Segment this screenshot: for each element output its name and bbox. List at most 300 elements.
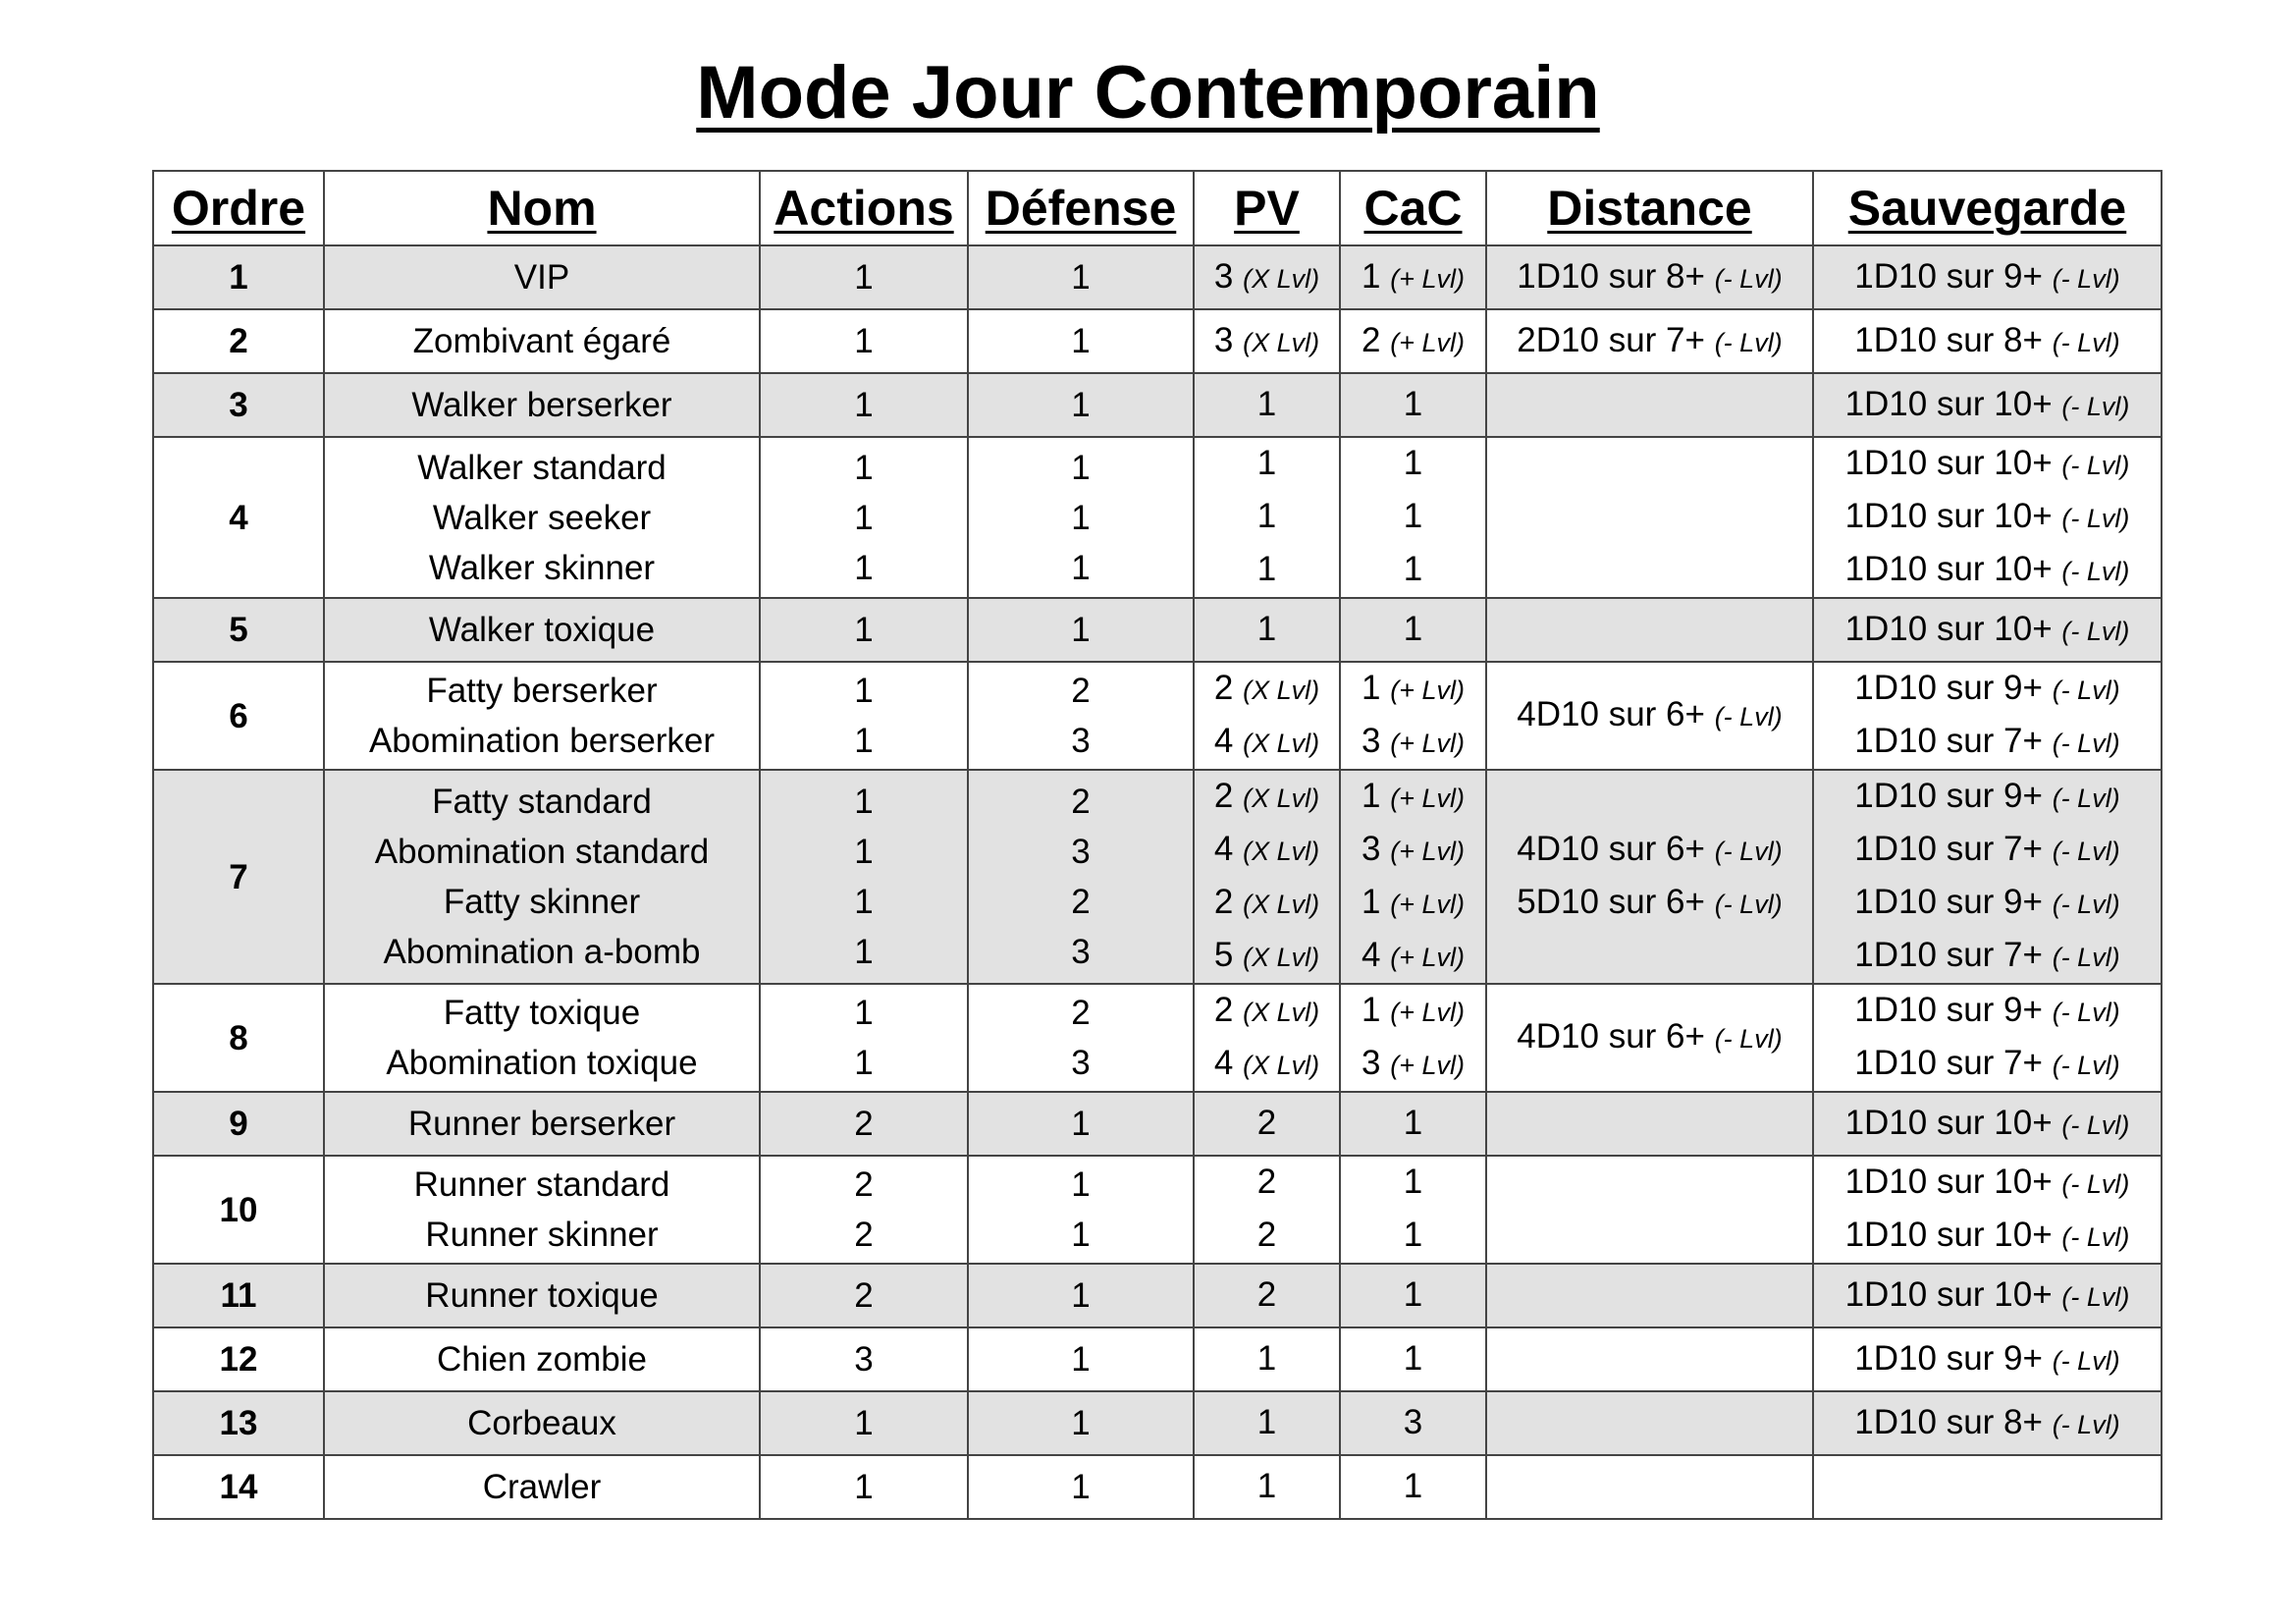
cell-ordre: 9 <box>153 1092 324 1156</box>
pv-line <box>1195 491 1339 544</box>
pv-line <box>1195 771 1339 824</box>
nom-value: Abomination a-bomb <box>383 933 701 971</box>
nom-value: Runner skinner <box>425 1216 659 1254</box>
actions-line <box>761 1462 967 1512</box>
cac-line <box>1341 877 1485 930</box>
nom-line <box>325 1038 759 1088</box>
sauvegarde-value: 1D10 sur 9+ <box>1854 777 2043 815</box>
sauvegarde-unit: (- Lvl) <box>2061 451 2130 480</box>
pv-value: 2 <box>1213 991 1234 1029</box>
defense-value: 1 <box>1071 1276 1091 1315</box>
cell-actions <box>760 984 968 1092</box>
sauvegarde-unit: (- Lvl) <box>2052 1051 2120 1080</box>
pv-line <box>1195 1098 1339 1151</box>
table-row <box>153 1264 2162 1327</box>
nom-line <box>325 777 759 827</box>
sauvegarde-unit: (- Lvl) <box>2052 784 2120 813</box>
actions-value: 1 <box>854 1404 874 1442</box>
actions-line <box>761 1271 967 1321</box>
cell-actions <box>760 373 968 437</box>
cell-nom <box>324 245 760 309</box>
cac-line <box>1341 1397 1485 1450</box>
table-row <box>153 662 2162 770</box>
cac-value: 1 <box>1403 1163 1423 1201</box>
cell-distance <box>1486 1264 1813 1327</box>
pv-line <box>1195 438 1339 491</box>
cell-defense <box>968 1455 1194 1519</box>
cell-cac <box>1340 598 1486 662</box>
cell-actions <box>760 437 968 598</box>
sauvegarde-value: 1D10 sur 10+ <box>1844 497 2053 535</box>
pv-line <box>1195 1038 1339 1091</box>
cell-pv <box>1194 245 1340 309</box>
sauvegarde-line <box>1814 1098 2161 1151</box>
cac-unit: (+ Lvl) <box>1390 784 1465 813</box>
sauvegarde-unit: (- Lvl) <box>2052 1345 2120 1376</box>
nom-line <box>325 1210 759 1260</box>
cell-nom <box>324 662 760 770</box>
sauvegarde-value: 1D10 sur 10+ <box>1844 1163 2053 1201</box>
cell-ordre: 1 <box>153 245 324 309</box>
pv-value: 1 <box>1256 1402 1277 1441</box>
pv-value: 5 <box>1213 936 1234 974</box>
pv-value: 1 <box>1256 609 1277 648</box>
actions-value: 1 <box>854 933 874 971</box>
cell-ordre: 10 <box>153 1156 324 1264</box>
pv-unit: (X Lvl) <box>1243 943 1320 972</box>
actions-line <box>761 927 967 977</box>
sauvegarde-value: 1D10 sur 9+ <box>1854 669 2043 707</box>
sauvegarde-line <box>1814 379 2161 432</box>
sauvegarde-unit: (- Lvl) <box>2061 557 2130 586</box>
defense-value: 1 <box>1071 386 1091 424</box>
defense-line <box>969 1210 1193 1260</box>
nom-line <box>325 988 759 1038</box>
cell-defense <box>968 984 1194 1092</box>
cac-line <box>1341 438 1485 491</box>
cell-pv <box>1194 309 1340 373</box>
pv-unit: (X Lvl) <box>1243 998 1320 1027</box>
cell-sauvegarde <box>1813 1156 2162 1264</box>
defense-value: 1 <box>1071 1468 1091 1506</box>
actions-line <box>761 1398 967 1448</box>
sauvegarde-unit: (- Lvl) <box>2061 1222 2130 1252</box>
nom-value: Walker seeker <box>432 498 652 537</box>
table-row <box>153 437 2162 598</box>
cell-actions <box>760 1455 968 1519</box>
cac-line <box>1341 251 1485 304</box>
nom-line <box>325 316 759 366</box>
sauvegarde-line <box>1814 985 2161 1038</box>
pv-value: 2 <box>1256 1103 1277 1142</box>
cac-unit: (+ Lvl) <box>1390 676 1465 705</box>
distance-line <box>1487 877 1812 930</box>
cell-cac <box>1340 1391 1486 1455</box>
cell-sauvegarde <box>1813 1092 2162 1156</box>
sauvegarde-line <box>1814 1333 2161 1386</box>
cell-distance <box>1486 245 1813 309</box>
pv-value: 1 <box>1256 497 1277 535</box>
cell-pv <box>1194 662 1340 770</box>
cell-nom <box>324 984 760 1092</box>
defense-value: 1 <box>1071 1216 1091 1254</box>
nom-value: Fatty toxique <box>443 994 641 1032</box>
cell-nom <box>324 1156 760 1264</box>
pv-line <box>1195 1270 1339 1323</box>
cell-sauvegarde <box>1813 373 2162 437</box>
defense-line <box>969 1334 1193 1384</box>
defense-value: 1 <box>1071 548 1091 587</box>
cell-cac <box>1340 1455 1486 1519</box>
sauvegarde-line <box>1814 1270 2161 1323</box>
sauvegarde-value: 1D10 sur 9+ <box>1854 1338 2043 1378</box>
pv-line <box>1195 379 1339 432</box>
actions-line <box>761 605 967 655</box>
sauvegarde-value: 1D10 sur 10+ <box>1844 1103 2053 1142</box>
defense-line <box>969 1038 1193 1088</box>
nom-line <box>325 666 759 716</box>
nom-value: Fatty standard <box>432 783 652 821</box>
nom-line <box>325 493 759 543</box>
sauvegarde-value: 1D10 sur 10+ <box>1844 1216 2053 1254</box>
pv-value: 1 <box>1256 384 1277 423</box>
actions-value: 1 <box>854 994 874 1032</box>
cell-actions <box>760 309 968 373</box>
distance-line <box>1487 251 1812 304</box>
cac-line <box>1341 1157 1485 1210</box>
pv-value: 1 <box>1256 550 1277 588</box>
cac-value: 3 <box>1362 722 1381 760</box>
sauvegarde-line <box>1814 716 2161 769</box>
nom-value: Walker berserker <box>411 386 672 424</box>
table-row <box>153 1455 2162 1519</box>
sauvegarde-value: 1D10 sur 7+ <box>1854 722 2043 760</box>
nom-line <box>325 252 759 302</box>
cell-distance <box>1486 309 1813 373</box>
sauvegarde-unit: (- Lvl) <box>2052 327 2120 357</box>
actions-value: 2 <box>854 1105 874 1143</box>
pv-value: 4 <box>1213 1044 1234 1082</box>
cell-cac <box>1340 662 1486 770</box>
cell-defense <box>968 1092 1194 1156</box>
actions-line <box>761 316 967 366</box>
cell-sauvegarde <box>1813 309 2162 373</box>
pv-value: 3 <box>1213 320 1234 359</box>
pv-value: 2 <box>1256 1163 1277 1201</box>
cell-distance <box>1486 984 1813 1092</box>
sauvegarde-unit: (- Lvl) <box>2052 263 2120 294</box>
cell-ordre: 2 <box>153 309 324 373</box>
defense-value: 1 <box>1071 498 1091 537</box>
distance-value: 1D10 sur 8+ <box>1517 256 1705 296</box>
nom-value: Runner berserker <box>407 1105 676 1143</box>
sauvegarde-line <box>1814 877 2161 930</box>
nom-line <box>325 605 759 655</box>
cell-ordre: 12 <box>153 1327 324 1391</box>
nom-value: Chien zombie <box>437 1340 647 1379</box>
actions-value: 1 <box>854 883 874 921</box>
cell-nom <box>324 1455 760 1519</box>
defense-line <box>969 1462 1193 1512</box>
cell-sauvegarde <box>1813 1327 2162 1391</box>
nom-line <box>325 543 759 593</box>
sauvegarde-line <box>1814 438 2161 491</box>
pv-line <box>1195 663 1339 716</box>
cell-actions <box>760 598 968 662</box>
actions-line <box>761 1160 967 1210</box>
cell-nom <box>324 1092 760 1156</box>
sauvegarde-line <box>1814 251 2161 304</box>
sauvegarde-line <box>1814 491 2161 544</box>
defense-value: 1 <box>1071 1404 1091 1442</box>
defense-line <box>969 493 1193 543</box>
cell-nom <box>324 1264 760 1327</box>
nom-value: Runner toxique <box>425 1276 659 1315</box>
cac-value: 3 <box>1403 1402 1423 1441</box>
sauvegarde-value: 1D10 sur 8+ <box>1854 1402 2043 1441</box>
distance-unit: (- Lvl) <box>1714 890 1783 919</box>
actions-value: 1 <box>854 386 874 424</box>
nom-value: VIP <box>513 258 570 297</box>
cell-pv <box>1194 1092 1340 1156</box>
cell-ordre: 3 <box>153 373 324 437</box>
cac-line <box>1341 663 1485 716</box>
nom-value: Runner standard <box>413 1165 670 1204</box>
defense-line <box>969 252 1193 302</box>
sauvegarde-value: 1D10 sur 10+ <box>1844 1274 2053 1314</box>
actions-value: 1 <box>854 722 874 760</box>
cell-pv <box>1194 437 1340 598</box>
cell-distance <box>1486 770 1813 984</box>
defense-value: 1 <box>1071 1105 1091 1143</box>
cac-value: 1 <box>1403 1103 1423 1142</box>
actions-line <box>761 1038 967 1088</box>
actions-value: 3 <box>854 1340 874 1379</box>
cell-nom <box>324 373 760 437</box>
actions-value: 2 <box>854 1165 874 1204</box>
defense-line <box>969 777 1193 827</box>
cac-value: 1 <box>1362 883 1381 921</box>
cell-distance <box>1486 598 1813 662</box>
cell-actions <box>760 662 968 770</box>
cell-sauvegarde <box>1813 1455 2162 1519</box>
pv-value: 2 <box>1256 1274 1277 1314</box>
table-row <box>153 1391 2162 1455</box>
cell-pv <box>1194 373 1340 437</box>
cac-value: 1 <box>1403 497 1423 535</box>
defense-value: 1 <box>1071 611 1091 649</box>
defense-value: 1 <box>1071 258 1091 297</box>
cell-ordre: 8 <box>153 984 324 1092</box>
cell-actions <box>760 245 968 309</box>
cac-unit: (+ Lvl) <box>1390 943 1465 972</box>
cell-distance <box>1486 1391 1813 1455</box>
pv-value: 4 <box>1213 722 1234 760</box>
pv-line <box>1195 1397 1339 1450</box>
nom-value: Walker skinner <box>428 548 656 587</box>
cac-unit: (+ Lvl) <box>1390 890 1465 919</box>
cell-cac <box>1340 1156 1486 1264</box>
sauvegarde-value: 1D10 sur 10+ <box>1844 550 2053 588</box>
cac-line <box>1341 771 1485 824</box>
cell-actions <box>760 770 968 984</box>
sauvegarde-unit: (- Lvl) <box>2052 1409 2120 1439</box>
cell-distance <box>1486 1455 1813 1519</box>
defense-line <box>969 716 1193 766</box>
table-row <box>153 309 2162 373</box>
stats-table <box>152 170 2163 1520</box>
cell-nom <box>324 1327 760 1391</box>
defense-value: 3 <box>1071 722 1091 760</box>
pv-line <box>1195 315 1339 368</box>
defense-value: 1 <box>1071 322 1091 360</box>
actions-line <box>761 443 967 493</box>
sauvegarde-unit: (- Lvl) <box>2052 998 2120 1027</box>
pv-value: 2 <box>1213 669 1234 707</box>
defense-line <box>969 827 1193 877</box>
pv-line <box>1195 1210 1339 1263</box>
header-defense: Défense <box>968 171 1194 245</box>
cell-sauvegarde <box>1813 984 2162 1092</box>
nom-value: Abomination toxique <box>386 1044 698 1082</box>
defense-line <box>969 666 1193 716</box>
cell-ordre: 14 <box>153 1455 324 1519</box>
sauvegarde-unit: (- Lvl) <box>2052 943 2120 972</box>
actions-line <box>761 1334 967 1384</box>
distance-unit: (- Lvl) <box>1714 837 1783 866</box>
defense-line <box>969 1160 1193 1210</box>
cell-defense <box>968 770 1194 984</box>
cell-defense <box>968 1327 1194 1391</box>
cac-line <box>1341 491 1485 544</box>
pv-value: 1 <box>1256 444 1277 482</box>
nom-value: Abomination standard <box>374 833 710 871</box>
actions-value: 2 <box>854 1216 874 1254</box>
cell-nom <box>324 309 760 373</box>
cell-sauvegarde <box>1813 1391 2162 1455</box>
table-row <box>153 1327 2162 1391</box>
cell-pv <box>1194 1455 1340 1519</box>
table-row <box>153 598 2162 662</box>
cac-line <box>1341 824 1485 877</box>
cell-cac <box>1340 984 1486 1092</box>
actions-value: 1 <box>854 672 874 710</box>
actions-line <box>761 493 967 543</box>
cac-value: 3 <box>1362 830 1381 868</box>
actions-line <box>761 380 967 430</box>
cac-value: 1 <box>1403 1216 1423 1254</box>
distance-value: 4D10 sur 6+ <box>1517 830 1705 868</box>
sauvegarde-value: 1D10 sur 9+ <box>1854 883 2043 921</box>
cell-defense <box>968 309 1194 373</box>
actions-value: 1 <box>854 448 874 487</box>
nom-line <box>325 927 759 977</box>
cac-line <box>1341 1098 1485 1151</box>
sauvegarde-value: 1D10 sur 9+ <box>1854 256 2043 296</box>
actions-value: 1 <box>854 611 874 649</box>
cell-pv <box>1194 984 1340 1092</box>
pv-line <box>1195 544 1339 597</box>
defense-value: 2 <box>1071 883 1091 921</box>
cell-distance <box>1486 373 1813 437</box>
actions-line <box>761 252 967 302</box>
sauvegarde-line <box>1814 1397 2161 1450</box>
distance-value: 5D10 sur 6+ <box>1517 883 1705 921</box>
defense-value: 3 <box>1071 1044 1091 1082</box>
sauvegarde-value: 1D10 sur 10+ <box>1844 444 2053 482</box>
cell-sauvegarde <box>1813 770 2162 984</box>
sauvegarde-unit: (- Lvl) <box>2061 1110 2130 1140</box>
header-distance: Distance <box>1486 171 1813 245</box>
distance-value: 2D10 sur 7+ <box>1517 320 1705 359</box>
cell-ordre: 4 <box>153 437 324 598</box>
cell-sauvegarde <box>1813 1264 2162 1327</box>
cell-cac <box>1340 309 1486 373</box>
cac-line <box>1341 1461 1485 1514</box>
defense-line <box>969 1398 1193 1448</box>
actions-value: 1 <box>854 1468 874 1506</box>
distance-unit: (- Lvl) <box>1714 263 1783 294</box>
nom-line <box>325 1334 759 1384</box>
sauvegarde-value: 1D10 sur 9+ <box>1854 991 2043 1029</box>
pv-value: 1 <box>1256 1466 1277 1505</box>
nom-line <box>325 827 759 877</box>
cac-line <box>1341 1333 1485 1386</box>
cell-actions <box>760 1092 968 1156</box>
pv-line <box>1195 1157 1339 1210</box>
nom-line <box>325 1099 759 1149</box>
cell-cac <box>1340 1264 1486 1327</box>
pv-line <box>1195 824 1339 877</box>
defense-value: 1 <box>1071 448 1091 487</box>
cell-ordre: 7 <box>153 770 324 984</box>
actions-line <box>761 543 967 593</box>
sauvegarde-value: 1D10 sur 7+ <box>1854 830 2043 868</box>
cac-unit: (+ Lvl) <box>1390 263 1465 294</box>
cell-pv <box>1194 1264 1340 1327</box>
cell-actions <box>760 1264 968 1327</box>
sauvegarde-unit: (- Lvl) <box>2061 504 2130 533</box>
sauvegarde-line <box>1814 1210 2161 1263</box>
cac-value: 1 <box>1362 669 1381 707</box>
sauvegarde-unit: (- Lvl) <box>2061 1169 2130 1199</box>
cac-line <box>1341 1210 1485 1263</box>
distance-line <box>1487 1011 1812 1064</box>
defense-value: 3 <box>1071 933 1091 971</box>
sauvegarde-line <box>1814 824 2161 877</box>
pv-unit: (X Lvl) <box>1243 837 1320 866</box>
sauvegarde-line <box>1814 315 2161 368</box>
cell-defense <box>968 1391 1194 1455</box>
sauvegarde-line <box>1814 604 2161 657</box>
defense-line <box>969 1099 1193 1149</box>
table-row <box>153 373 2162 437</box>
cac-line <box>1341 930 1485 983</box>
cell-cac <box>1340 245 1486 309</box>
distance-line <box>1487 315 1812 368</box>
header-cac: CaC <box>1340 171 1486 245</box>
cac-value: 1 <box>1362 777 1381 815</box>
defense-line <box>969 316 1193 366</box>
cac-value: 2 <box>1362 320 1381 359</box>
header-sauvegarde: Sauvegarde <box>1813 171 2162 245</box>
cell-nom <box>324 437 760 598</box>
cell-pv <box>1194 1327 1340 1391</box>
nom-value: Zombivant égaré <box>412 322 671 360</box>
sauvegarde-unit: (- Lvl) <box>2061 391 2130 421</box>
cell-cac <box>1340 770 1486 984</box>
sauvegarde-unit: (- Lvl) <box>2061 1281 2130 1312</box>
